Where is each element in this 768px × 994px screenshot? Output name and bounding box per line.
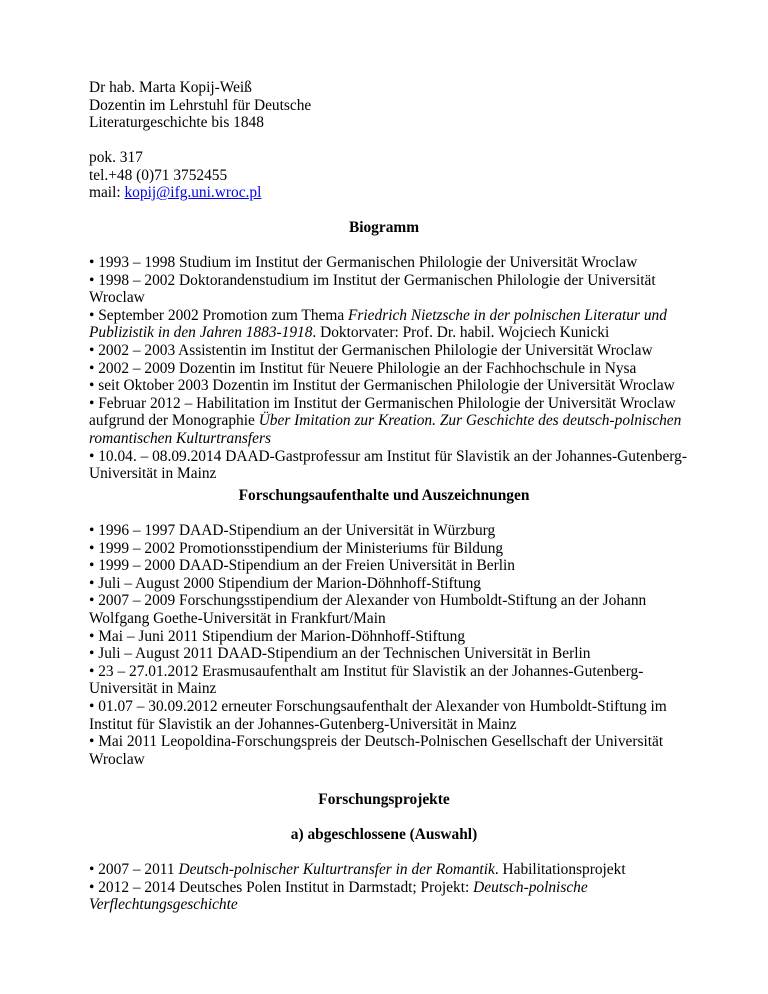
list-item: • Juli – August 2011 DAAD-Stipendium an der Technischen Universität in Berlin xyxy=(89,645,591,663)
list-item: • Juli – August 2000 Stipendium der Marion-Döhnhoff-Stiftung xyxy=(89,574,481,592)
contact-header xyxy=(89,79,689,132)
position-line-1: Dozentin im Lehrstuhl für Deutsche xyxy=(89,96,312,114)
room-number: pok. 317 xyxy=(89,149,143,166)
list-item xyxy=(89,307,689,342)
list-item: • 01.07 – 30.09.2012 erneuter Forschungsaufenthalt der Alexander von Humboldt-Stiftung im Institut für Slavistik an der Johannes-Gutenberg-Universität in Mainz xyxy=(89,697,667,733)
item-text: • 2007 – 2011 xyxy=(89,861,179,878)
item-title: Friedrich Nietzsche in der polnischen Literatur und Publizistik in den Jahren 1883-1918 xyxy=(89,306,667,342)
list-item: • 1998 – 2002 Doktorandenstudium im Institut der Germanischen Philologie der Universität Wroclaw xyxy=(89,271,656,307)
item-title: Über Imitation zur Kreation. Zur Geschichte des deutsch-polnischen romantischen Kulturtransfers xyxy=(89,412,682,447)
section-heading-biogramm: Biogramm xyxy=(348,219,420,236)
position-line-2: Literaturgeschichte bis 1848 xyxy=(89,114,264,132)
item-text: . Doktorvater: Prof. Dr. habil. Wojciech Kunicki xyxy=(312,324,610,342)
list-item: • 2002 – 2009 Dozentin im Institut für Neuere Philologie an der Fachhochschule in Nysa xyxy=(89,359,637,377)
list-item: • 1993 – 1998 Studium im Institut der Germanischen Philologie der Universität Wroclaw xyxy=(89,254,638,271)
list-item xyxy=(89,395,689,448)
list-item: • Mai 2011 Leopoldina-Forschungspreis der Deutsch-Polnischen Gesellschaft der Universität Wroclaw xyxy=(89,733,664,768)
mail-line xyxy=(89,184,689,202)
item-text: . Habilitationsprojekt xyxy=(494,861,626,878)
phone-number: tel.+48 (0)71 3752455 xyxy=(89,166,228,184)
list-item: • 10.04. – 08.09.2014 DAAD-Gastprofessur am Institut für Slavistik an der Johannes-Gutenberg-Universität in Mainz xyxy=(89,447,687,483)
biogramm-list xyxy=(89,254,689,483)
section-heading-forschungsaufenthalte: Forschungsaufenthalte und Auszeichnungen xyxy=(238,487,530,504)
author-name: Dr hab. Marta Kopij-Weiß xyxy=(89,79,252,96)
email-link[interactable]: kopij@ifg.uni.wroc.pl xyxy=(124,184,262,202)
item-text: • September 2002 Promotion zum Thema xyxy=(89,306,349,324)
list-item xyxy=(89,861,689,879)
list-item: • 2007 – 2009 Forschungsstipendium der Alexander von Humboldt-Stiftung an der Johann Wolfgang Goethe-Universität in Frankfurt/Main xyxy=(89,592,647,627)
item-title: Deutsch-polnischer Kulturtransfer in der Romantik xyxy=(178,861,495,878)
list-item: • 1999 – 2000 DAAD-Stipendium an der Freien Universität in Berlin xyxy=(89,557,516,575)
list-item: • seit Oktober 2003 Dozentin im Institut der Germanischen Philologie der Universität Wroclaw xyxy=(89,377,675,395)
list-item: • 1996 – 1997 DAAD-Stipendium an der Universität in Würzburg xyxy=(89,522,496,539)
forschungsprojekte-list xyxy=(89,861,689,914)
item-text: • 2012 – 2014 Deutsches Polen Institut in Darmstadt; Projekt: xyxy=(89,878,474,896)
list-item xyxy=(89,879,689,914)
subsection-heading-abgeschlossene: a) abgeschlossene (Auswahl) xyxy=(290,826,478,843)
item-text: • Februar 2012 – Habilitation im Institut der Germanischen Philologie der Universität Wroclaw aufgrund der Monographie xyxy=(89,394,676,430)
list-item: • 2002 – 2003 Assistentin im Institut der Germanischen Philologie der Universität Wroclaw xyxy=(89,341,653,359)
contact-details xyxy=(89,149,689,202)
list-item: • 1999 – 2002 Promotionsstipendium der Ministeriums für Bildung xyxy=(89,539,504,557)
section-heading-forschungsprojekte: Forschungsprojekte xyxy=(318,791,450,808)
list-item: • Mai – Juni 2011 Stipendium der Marion-Döhnhoff-Stiftung xyxy=(89,627,466,645)
forschungsaufenthalte-list xyxy=(89,522,689,768)
item-title: Deutsch-polnische Verflechtungsgeschichte xyxy=(89,878,588,914)
list-item: • 23 – 27.01.2012 Erasmusaufenthalt am Institut für Slavistik an der Johannes-Gutenberg-Universität in Mainz xyxy=(89,662,644,698)
mail-label: mail: xyxy=(89,184,125,202)
